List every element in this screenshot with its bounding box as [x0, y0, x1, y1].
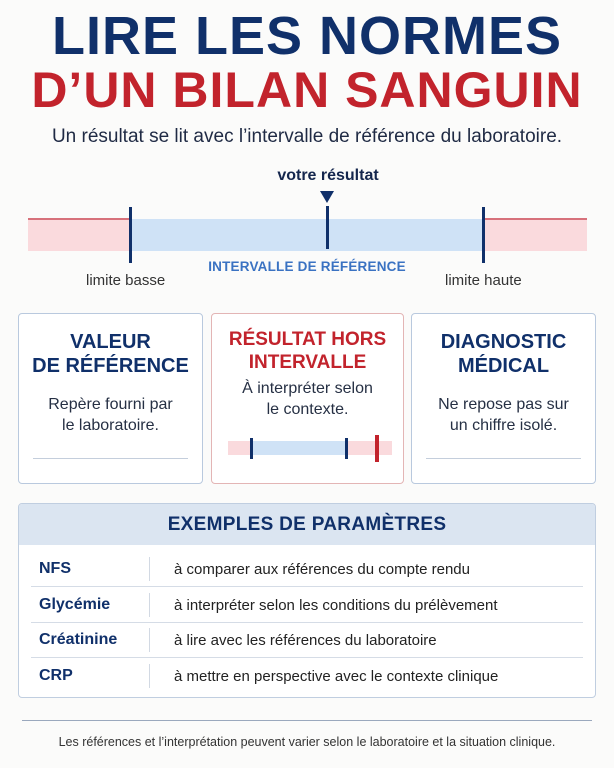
high-zone — [484, 219, 587, 251]
card-diagnosis — [411, 313, 596, 484]
card-reference-value — [18, 313, 203, 484]
card-text: Repère fourni par le laboratoire. — [48, 396, 173, 434]
param-description: à mettre en perspective avec le contexte clinique — [174, 668, 499, 685]
mini-range-graphic — [212, 314, 405, 485]
title-line-2: D’UN BILAN SANGUIN — [31, 62, 583, 118]
table-row — [19, 658, 595, 694]
table-row — [19, 551, 595, 587]
table-row — [19, 587, 595, 623]
param-name: Créatinine — [39, 631, 118, 648]
high-limit-marker — [482, 207, 485, 263]
limit-high-label: limite haute — [445, 272, 522, 289]
table-row — [19, 622, 595, 658]
card-title: VALEUR DE RÉFÉRENCE — [32, 331, 189, 377]
footer-divider — [22, 720, 592, 721]
param-name: NFS — [39, 560, 71, 577]
footer-note: Les références et l’interprétation peuvent varier selon le laboratoire et la situation clinique. — [58, 735, 556, 749]
low-zone — [28, 219, 130, 251]
result-pointer-icon — [320, 191, 334, 203]
card-title: DIAGNOSTIC MÉDICAL — [440, 331, 567, 377]
column-separator — [149, 557, 150, 581]
mini-low-marker — [250, 438, 253, 459]
column-separator — [149, 628, 150, 652]
card-text: Ne repose pas sur un chiffre isolé. — [438, 396, 569, 434]
result-label: votre résultat — [277, 167, 379, 184]
column-separator — [149, 664, 150, 688]
column-separator — [149, 593, 150, 617]
low-limit-marker — [129, 207, 132, 263]
range-caption: INTERVALLE DE RÉFÉRENCE — [208, 259, 406, 274]
normal-zone — [130, 219, 484, 251]
limit-low-label: limite basse — [86, 272, 166, 289]
reference-range-graphic — [0, 0, 614, 300]
table-title: EXEMPLES DE PARAMÈTRES — [19, 504, 595, 545]
result-marker — [326, 206, 329, 249]
mini-result-marker — [375, 435, 379, 462]
mini-high-marker — [345, 438, 348, 459]
param-description: à comparer aux références du compte rendu — [174, 561, 470, 578]
mini-low-zone — [228, 441, 250, 455]
mini-normal-zone — [250, 441, 346, 455]
card-title: RÉSULTAT HORS INTERVALLE — [228, 329, 387, 373]
card-out-of-range — [211, 313, 404, 484]
card-divider — [426, 458, 581, 459]
card-text: À interpréter selon le contexte. — [242, 380, 373, 418]
param-description: à interpréter selon les conditions du prélèvement — [174, 597, 498, 614]
parameters-table — [18, 503, 596, 698]
title-line-1: LIRE LES NORMES — [51, 6, 563, 66]
param-name: CRP — [39, 667, 73, 684]
param-name: Glycémie — [39, 596, 111, 613]
mini-high-zone — [346, 441, 392, 455]
card-divider — [33, 458, 188, 459]
subtitle: Un résultat se lit avec l’intervalle de référence du laboratoire. — [51, 126, 563, 147]
param-description: à lire avec les références du laboratoire — [174, 632, 437, 649]
